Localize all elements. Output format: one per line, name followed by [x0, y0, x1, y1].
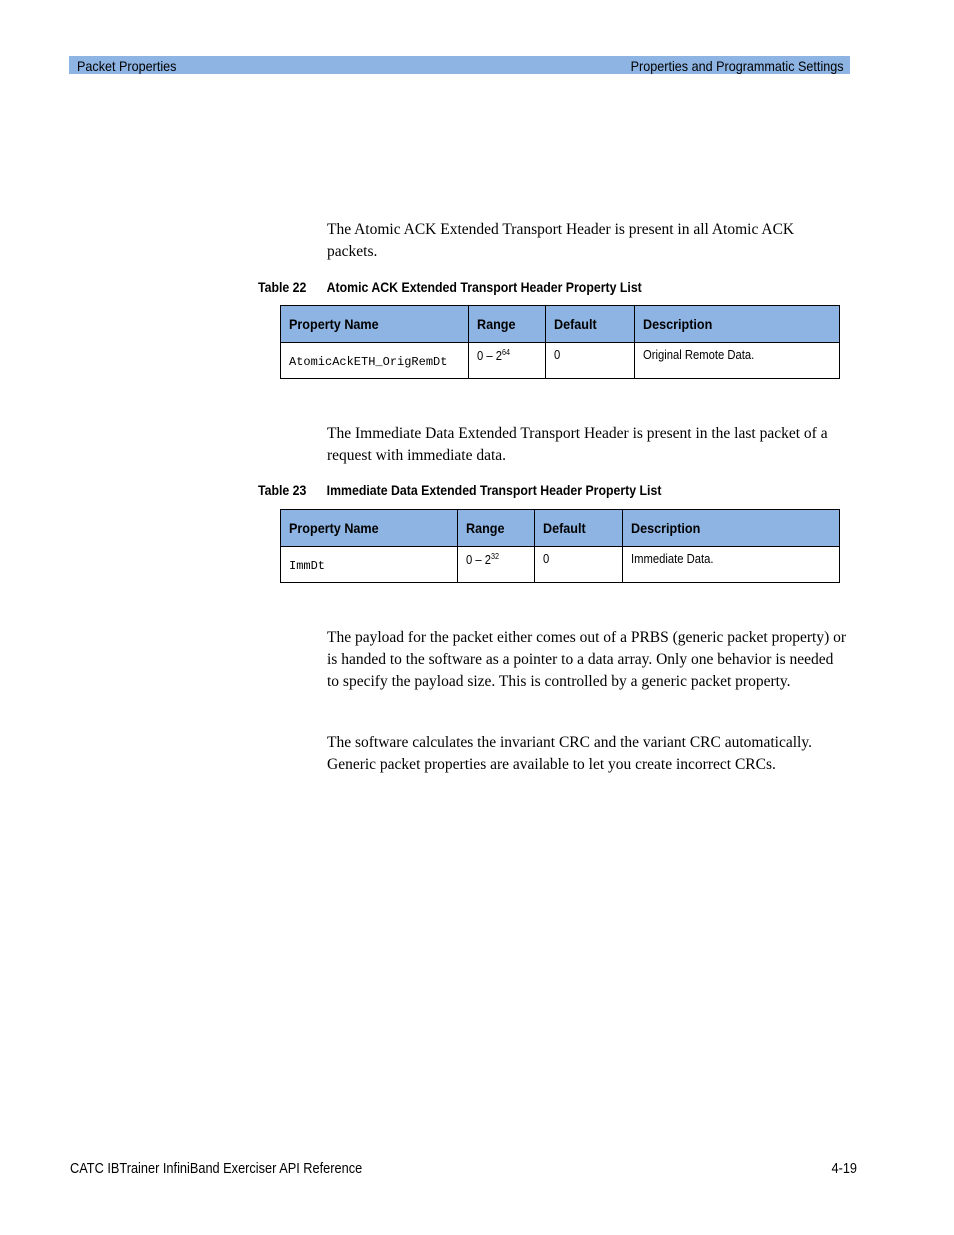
column-header-range: Range [457, 510, 534, 547]
crc-paragraph: The software calculates the invariant CRC and the variant CRC automatically. Generic packet properties are available to let you create incorrect CRCs. [327, 734, 812, 773]
table-row [281, 343, 840, 379]
default-cell: 0 [545, 343, 634, 379]
table-22-label: Table 22 [258, 279, 307, 295]
range-cell: $0 - 2^{32}$ [457, 547, 534, 583]
chapter-title: Properties and Programmatic Settings [631, 58, 844, 74]
running-header [69, 56, 850, 74]
table-22 [280, 305, 840, 379]
description-cell: Original Remote Data. [634, 343, 839, 379]
table-22-caption [258, 279, 642, 295]
property-name-cell: AtomicAckETH_OrigRemDt [281, 343, 469, 379]
column-header-description: Description [634, 306, 839, 343]
property-name-cell: ImmDt [281, 547, 458, 583]
column-header-property-name: Property Name [281, 306, 469, 343]
table-23 [280, 509, 840, 583]
intro-paragraph-immediate-data: The Immediate Data Extended Transport Header is present in the last packet of a request with immediate data. [327, 425, 828, 464]
table-23-title: Immediate Data Extended Transport Header Property List [326, 482, 662, 498]
table-23-label: Table 23 [258, 482, 307, 498]
intro-paragraph-atomic-ack: The Atomic ACK Extended Transport Header is present in all Atomic ACK packets. [327, 221, 795, 260]
table-row [281, 547, 840, 583]
table-23-caption [258, 482, 661, 498]
payload-paragraph: The payload for the packet either comes out of a PRBS (generic packet property) or is handed to the software as a pointer to a data array. Only one behavior is needed to specify the payload size. This is controlled by a generic packet property. [327, 629, 847, 690]
column-header-property-name: Property Name [281, 510, 458, 547]
description-cell: Immediate Data. [623, 547, 840, 583]
table-22-title: Atomic ACK Extended Transport Header Property List [326, 279, 642, 295]
default-cell: 0 [534, 547, 623, 583]
range-cell: $0 - 2^{64}$ [468, 343, 545, 379]
table-header-row [281, 306, 840, 343]
column-header-range: Range [468, 306, 545, 343]
section-title: Packet Properties [77, 58, 177, 74]
column-header-default: Default [534, 510, 623, 547]
footer-document-title: CATC IBTrainer InfiniBand Exerciser API Reference [70, 1161, 363, 1177]
table-header-row [281, 510, 840, 547]
page-number: 4-19 [831, 1161, 857, 1177]
column-header-description: Description [623, 510, 840, 547]
column-header-default: Default [545, 306, 634, 343]
